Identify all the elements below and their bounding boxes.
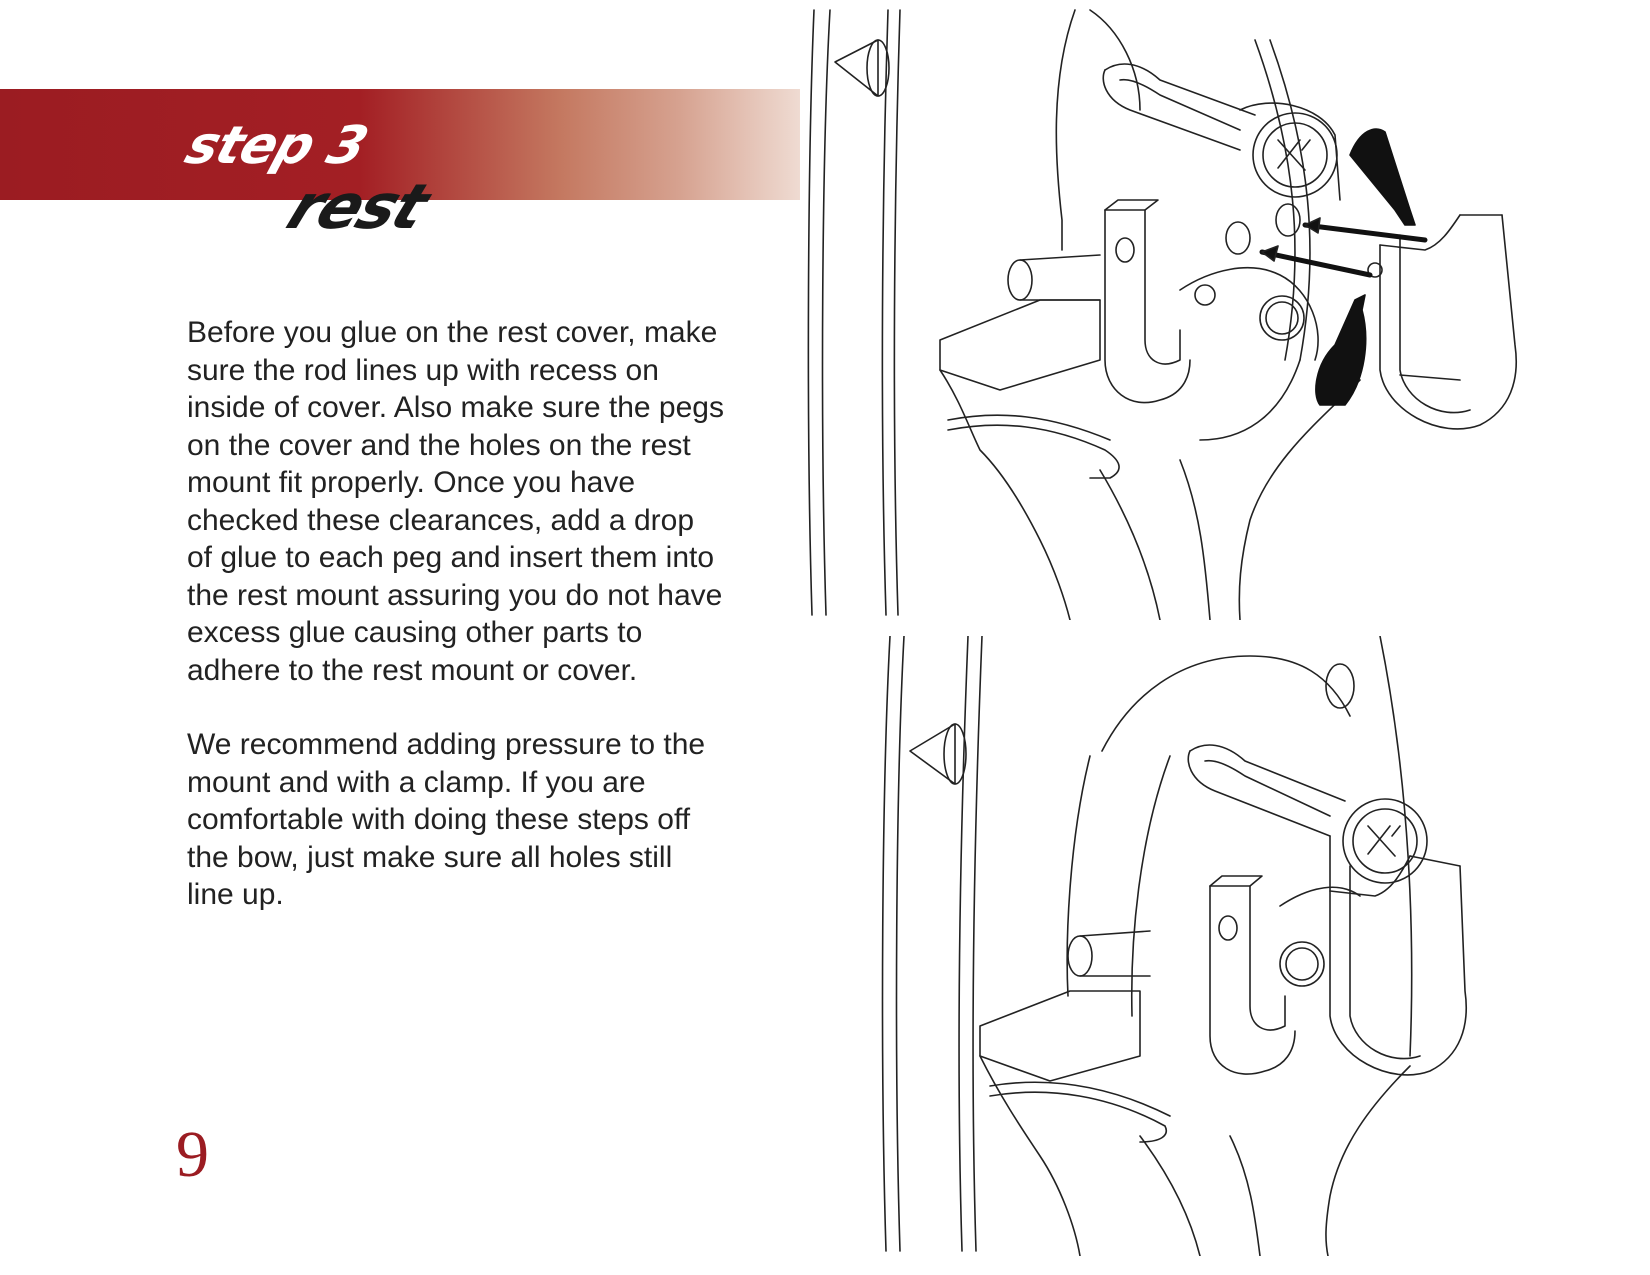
step-title: step 3 [178, 116, 375, 176]
assembled-rest-illustration [870, 636, 1610, 1256]
instructions [187, 314, 727, 951]
glue-application-illustration [800, 0, 1620, 620]
instruction-paragraph-2: We recommend adding pressure to the mount and with a clamp. If you are comfortable with doing these steps off the bow, just make sure all holes still line up. [187, 728, 706, 911]
page-number: 9 [176, 1118, 209, 1191]
step-subtitle: rest [277, 170, 439, 243]
instruction-paragraph-1: Before you glue on the rest cover, make sure the rod lines up with recess on inside of cover. Also make sure the pegs on the cover and the holes on the rest mount fit properly. Once you have checked these clearances, add a drop of glue to each peg and insert them into the rest mount assuring you do not have excess glue causing other parts to adhere to the rest mount or cover. [187, 316, 724, 687]
